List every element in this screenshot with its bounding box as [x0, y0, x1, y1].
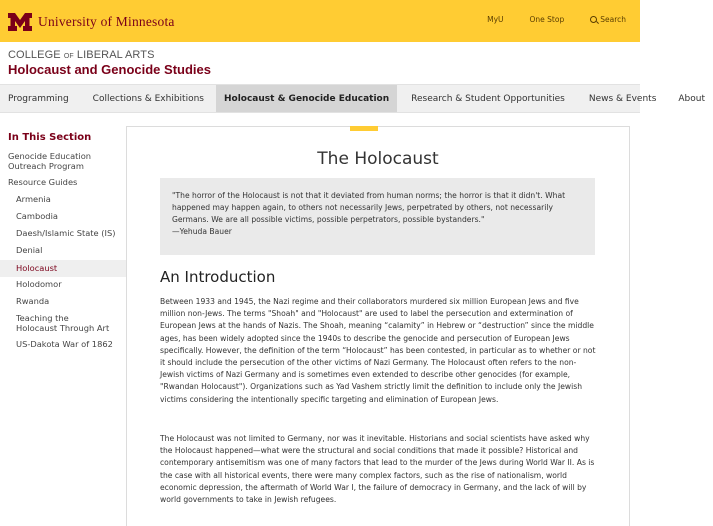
college-header — [8, 49, 211, 77]
sidebar-item-armenia[interactable]: Armenia — [16, 194, 51, 204]
sidebar-item-us-dakota-war[interactable]: US-Dakota War of 1862 — [16, 339, 113, 349]
sidebar-item-denial[interactable]: Denial — [16, 245, 43, 255]
search-link[interactable] — [590, 15, 626, 24]
sidebar-item-daesh-islamic-state[interactable]: Daesh/Islamic State (IS) — [16, 228, 116, 238]
epigraph-quote — [160, 178, 595, 255]
department-name[interactable]: Holocaust and Genocide Studies — [8, 62, 211, 77]
nav-collections-exhibitions[interactable]: Collections & Exhibitions — [92, 93, 204, 104]
main-nav — [0, 84, 705, 113]
sidebar-item-teaching-holocaust-art[interactable]: Teaching the Holocaust Through Art — [16, 313, 110, 333]
nav-about[interactable]: About — [678, 93, 705, 104]
sidebar-item-holocaust[interactable]: Holocaust — [0, 260, 126, 277]
college-name-part2: LIBERAL ARTS — [76, 49, 155, 61]
university-logo[interactable] — [8, 12, 175, 32]
search-label: Search — [600, 15, 626, 24]
college-name-of: OF — [63, 53, 74, 60]
sidebar-title: In This Section — [8, 132, 92, 143]
block-m-icon — [8, 13, 32, 31]
university-name: University of Minnesota — [38, 14, 175, 29]
sidebar-item-resource-guides[interactable]: Resource Guides — [8, 177, 78, 187]
header-links — [461, 15, 626, 24]
nav-programming[interactable]: Programming — [8, 93, 69, 104]
quote-text: "The horror of the Holocaust is not that it deviated from human norms; the horror is that it didn't. What happened may happen again, to others not necessarily Jews, perpetrated by others, not necessarily Germans. We are all possible victims, possible perpetrators, possible bystanders." — [172, 191, 566, 224]
quote-author: —Yehuda Bauer — [172, 227, 232, 236]
sidebar-item-holodomor[interactable]: Holodomor — [16, 279, 62, 289]
nav-research-student-opportunities[interactable]: Research & Student Opportunities — [411, 93, 565, 104]
nav-holocaust-genocide-education[interactable]: Holocaust & Genocide Education — [216, 85, 397, 112]
college-name[interactable] — [8, 49, 211, 61]
section-heading: An Introduction — [160, 268, 276, 286]
sidebar-item-cambodia[interactable]: Cambodia — [16, 211, 58, 221]
sidebar-item-rwanda[interactable]: Rwanda — [16, 296, 50, 306]
nav-news-events[interactable]: News & Events — [588, 93, 657, 104]
one-stop-link[interactable]: One Stop — [529, 15, 565, 24]
page-title: The Holocaust — [317, 149, 439, 169]
intro-paragraph-2: The Holocaust was not limited to Germany, nor was it inevitable. Historians and social scientists have asked why the Holocaust happened—what were the structural and social conditions that made it possible? Historical and contemporary antisemitism was one of many factors that lead to the murder of the Jews during World War II. As is the case with all historical events, there were many complex factors, such as the rise of nationalism, world economic depression, the aftermath of World War I, the failure of democracy in Germany, and the lack of will by world governments to take in Jewish refugees. — [160, 434, 595, 505]
university-header — [0, 0, 640, 42]
search-icon — [590, 16, 597, 23]
myu-link[interactable]: MyU — [487, 15, 504, 24]
college-name-part1: COLLEGE — [8, 49, 61, 61]
section-sidebar — [0, 126, 126, 352]
sidebar-item-genocide-education-outreach[interactable]: Genocide Education Outreach Program — [8, 151, 92, 171]
active-section-accent — [350, 126, 378, 131]
intro-paragraph-1: Between 1933 and 1945, the Nazi regime and their collaborators murdered six million European Jews and five million non-Jews. The terms "Shoah" and "Holocaust" are used to label the persecution and extermination of European Jews at the hands of Nazis. The Shoah, meaning “calamity” in Hebrew or “destruction” since the middle ages, has been widely adopted since the 1940s to describe the genocide and persecution of European Jews specifically. However, the definition of the term “Holocaust” has been contested, in particular as to whether or not it should include the persecution of the other victims of Nazi Germany. The Holocaust often refers to the non-Jewish victims of Nazi Germany and is sometimes even extended to describe other genocides (for example, "Rwandan Holocaust"). Organizations such as Yad Vashem strictly limit the definition to include only the Jewish victims considering the intentionally specific targeting and elimination of European Jews. — [160, 297, 596, 404]
